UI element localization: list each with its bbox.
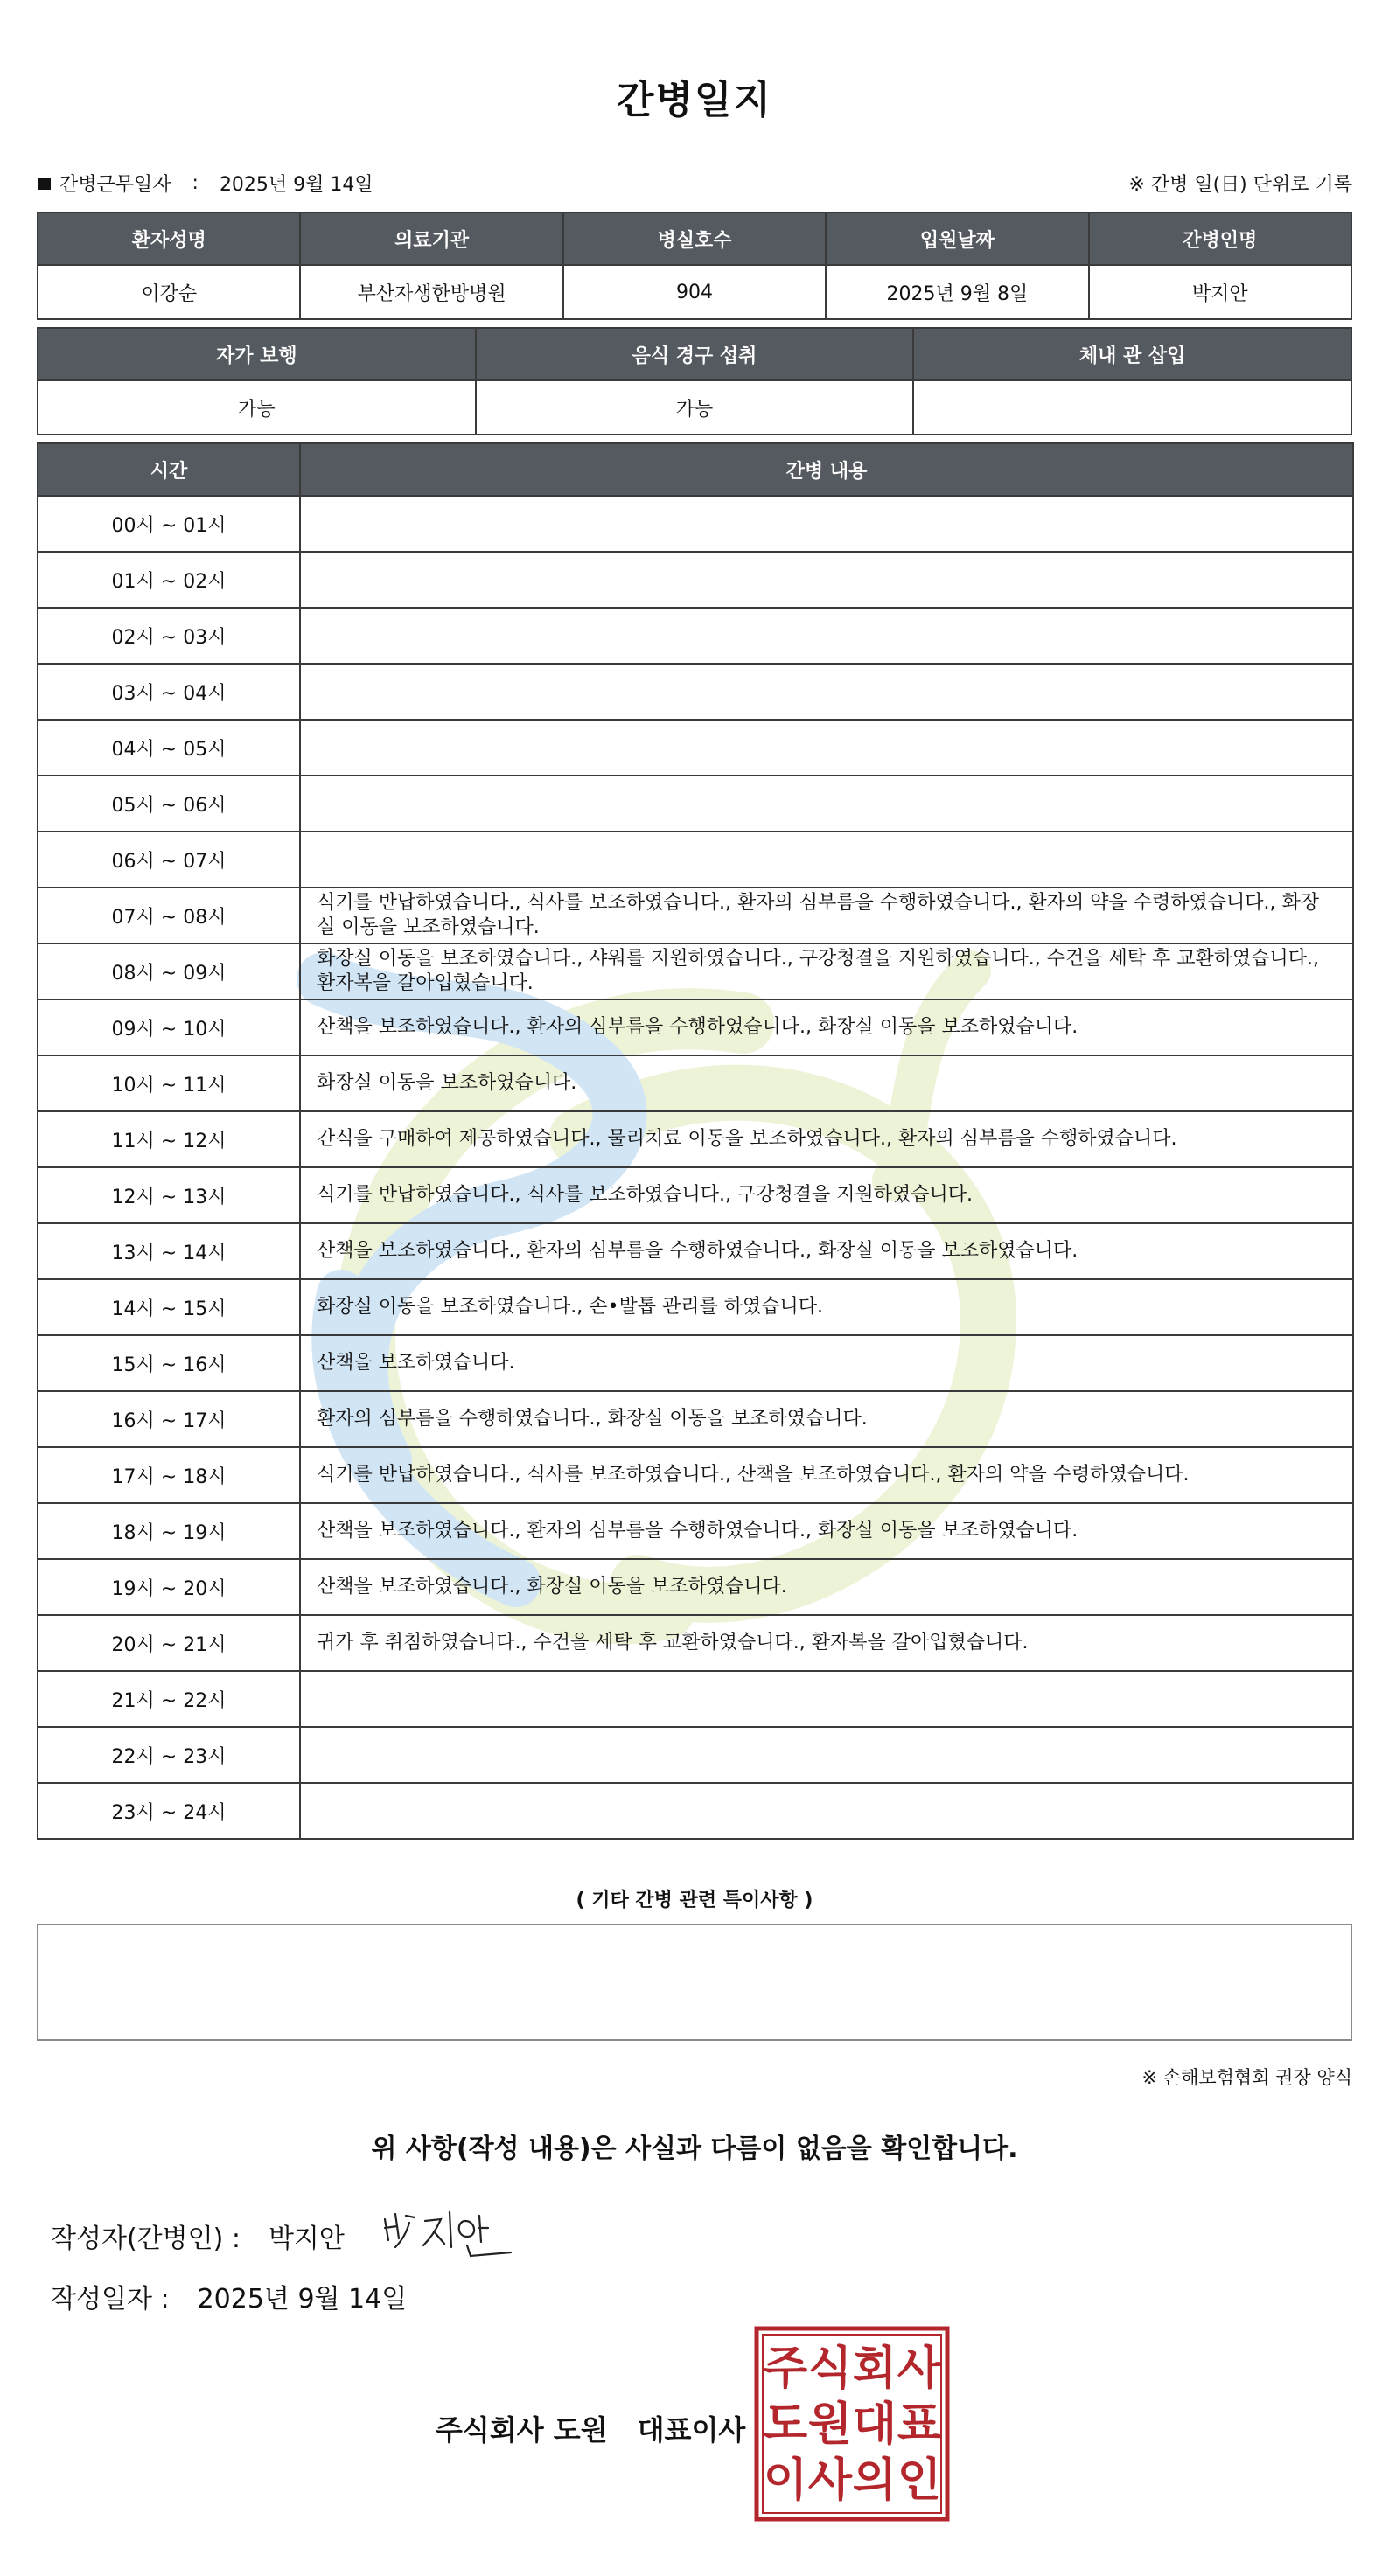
remarks-label: ( 기타 간병 관련 특이사항 ) [576,1890,813,1911]
patient-info-table [37,212,1352,320]
header-room: 병실호수 [563,212,826,265]
oral-intake-value: 가능 [476,380,914,435]
care-content: 간식을 구매하여 제공하였습니다., 물리치료 이동을 보조하였습니다., 환자의 심부름을 수행하였습니다. [300,1111,1353,1167]
time-slot: 01시 ~ 02시 [38,552,300,608]
time-slot: 15시 ~ 16시 [38,1335,300,1391]
seal-character: 이 [763,2454,808,2507]
time-slot: 08시 ~ 09시 [38,943,300,999]
header-hospital: 의료기관 [300,212,562,265]
time-slot: 02시 ~ 03시 [38,608,300,664]
time-slot: 23시 ~ 24시 [38,1783,300,1839]
work-date-value: 2025년 9월 14일 [219,174,373,196]
hospital-name: 부산자생한방병원 [300,265,562,319]
care-content [300,776,1353,832]
table-row [38,1671,1353,1727]
table-row [38,1727,1353,1783]
ceo-title: 대표이사 [637,2413,746,2447]
care-content: 식기를 반납하였습니다., 식사를 보조하였습니다., 구강청결을 지원하였습니다. [300,1167,1353,1223]
time-slot: 04시 ~ 05시 [38,720,300,776]
care-content [300,1727,1353,1783]
care-content [300,1783,1353,1839]
seal-character: 식 [807,2343,853,2395]
care-content [300,664,1353,720]
time-slot: 17시 ~ 18시 [38,1447,300,1503]
time-slot: 10시 ~ 11시 [38,1055,300,1111]
time-slot: 21시 ~ 22시 [38,1671,300,1727]
care-content [300,608,1353,664]
seal-character: 회 [852,2343,897,2395]
remarks-box [37,1924,1352,2041]
table-row [38,1335,1353,1391]
care-content: 환자의 심부름을 수행하였습니다., 화장실 이동을 보조하였습니다. [300,1391,1353,1447]
writer-name: 박지안 [268,2224,345,2254]
seal-character: 인 [897,2454,942,2507]
table-row [38,1167,1353,1223]
seal-character: 주 [763,2343,808,2395]
tube-insertion-value [913,380,1351,435]
table-row [38,720,1353,776]
table-row [38,1615,1353,1671]
care-content: 식기를 반납하였습니다., 식사를 보조하였습니다., 산책을 보조하였습니다., 환자의 약을 수령하였습니다. [300,1447,1353,1503]
header-time: 시간 [38,443,300,496]
care-content: 산책을 보조하였습니다., 환자의 심부름을 수행하였습니다., 화장실 이동을 보조하였습니다. [300,999,1353,1055]
care-content: 화장실 이동을 보조하였습니다., 손•발톱 관리를 하였습니다. [300,1279,1353,1335]
table-row [38,1223,1353,1279]
header-caregiver-name: 간병인명 [1089,212,1351,265]
care-content: 산책을 보조하였습니다., 환자의 심부름을 수행하였습니다., 화장실 이동을 보조하였습니다. [300,1223,1353,1279]
care-content [300,552,1353,608]
table-row [38,832,1353,888]
write-date-line [51,2277,407,2315]
seal-character: 의 [852,2454,897,2507]
work-date-separator: : [192,172,199,194]
care-log-table [37,442,1354,1840]
table-row [38,776,1353,832]
seal-character: 도 [763,2398,808,2451]
table-row [38,496,1353,552]
time-slot: 07시 ~ 08시 [38,888,300,943]
patient-status-table [37,327,1352,435]
self-walking-value: 가능 [38,380,476,435]
time-slot: 16시 ~ 17시 [38,1391,300,1447]
time-slot: 20시 ~ 21시 [38,1615,300,1671]
time-slot: 09시 ~ 10시 [38,999,300,1055]
table-row [38,1279,1353,1335]
header-tube-insertion: 체내 관 삽입 [913,328,1351,380]
care-content [300,720,1353,776]
header-oral-intake: 음식 경구 섭취 [476,328,914,380]
care-content: 산책을 보조하였습니다. [300,1335,1353,1391]
company-name: 주식회사 도원 [436,2413,608,2447]
care-content [300,496,1353,552]
header-patient-name: 환자성명 [38,212,300,265]
time-slot: 03시 ~ 04시 [38,664,300,720]
table-row [38,608,1353,664]
room-number: 904 [563,265,826,319]
seal-character: 사 [807,2454,853,2507]
seal-character: 사 [897,2343,942,2395]
patient-name: 이강순 [38,265,300,319]
time-slot: 22시 ~ 23시 [38,1727,300,1783]
seal-character: 대 [852,2398,897,2451]
care-content: 귀가 후 취침하였습니다., 수건을 세탁 후 교환하였습니다., 환자복을 갈아입혔습니다. [300,1615,1353,1671]
time-slot: 19시 ~ 20시 [38,1559,300,1615]
writer-label: 작성자(간병인) : [51,2224,241,2254]
page-title: 간병일지 [616,78,772,122]
work-date-label: 간병근무일자 [59,174,171,196]
table-row [38,1559,1353,1615]
time-slot: 00시 ~ 01시 [38,496,300,552]
time-slot: 14시 ~ 15시 [38,1279,300,1335]
confirmation-statement: 위 사항(작성 내용)은 사실과 다름이 없음을 확인합니다. [371,2134,1018,2164]
table-row [38,999,1353,1055]
table-row [38,1055,1353,1111]
care-content [300,1671,1353,1727]
work-date [38,170,373,197]
company-signature [436,2408,745,2448]
seal-character: 원 [807,2398,853,2451]
table-row [38,943,1353,999]
table-row [38,1447,1353,1503]
care-content: 화장실 이동을 보조하였습니다. [300,1055,1353,1111]
table-row [38,1503,1353,1559]
table-row [38,1111,1353,1167]
square-bullet-icon [38,178,51,190]
table-row [38,1783,1353,1839]
association-note: ※ 손해보험협회 권장 양식 [1141,2067,1352,2088]
handwritten-signature [380,2202,528,2258]
time-slot: 12시 ~ 13시 [38,1167,300,1223]
time-slot: 05시 ~ 06시 [38,776,300,832]
header-self-walking: 자가 보행 [38,328,476,380]
time-slot: 06시 ~ 07시 [38,832,300,888]
caregiver-name: 박지안 [1089,265,1351,319]
time-slot: 13시 ~ 14시 [38,1223,300,1279]
write-date-label: 작성일자 : [51,2284,170,2315]
time-slot: 18시 ~ 19시 [38,1503,300,1559]
table-row [38,888,1353,943]
time-slot: 11시 ~ 12시 [38,1111,300,1167]
table-row [38,1391,1353,1447]
company-seal [754,2326,950,2522]
seal-character: 표 [897,2398,942,2451]
care-content: 산책을 보조하였습니다., 화장실 이동을 보조하였습니다. [300,1559,1353,1615]
care-content [300,832,1353,888]
admission-date: 2025년 9월 8일 [826,265,1088,319]
writer-line [51,2217,345,2255]
write-date-value: 2025년 9월 14일 [197,2284,408,2315]
header-admission-date: 입원날짜 [826,212,1088,265]
care-content: 화장실 이동을 보조하였습니다., 샤워를 지원하였습니다., 구강청결을 지원하였습니다., 수건을 세탁 후 교환하였습니다., 환자복을 갈아입혔습니다. [300,943,1353,999]
record-unit-note: ※ 간병 일(日) 단위로 기록 [1128,174,1352,196]
care-content: 식기를 반납하였습니다., 식사를 보조하였습니다., 환자의 심부름을 수행하였습니다., 환자의 약을 수령하였습니다., 화장실 이동을 보조하였습니다. [300,888,1353,943]
care-content: 산책을 보조하였습니다., 환자의 심부름을 수행하였습니다., 화장실 이동을 보조하였습니다. [300,1503,1353,1559]
table-row [38,552,1353,608]
table-row [38,664,1353,720]
header-care-content: 간병 내용 [300,443,1353,496]
